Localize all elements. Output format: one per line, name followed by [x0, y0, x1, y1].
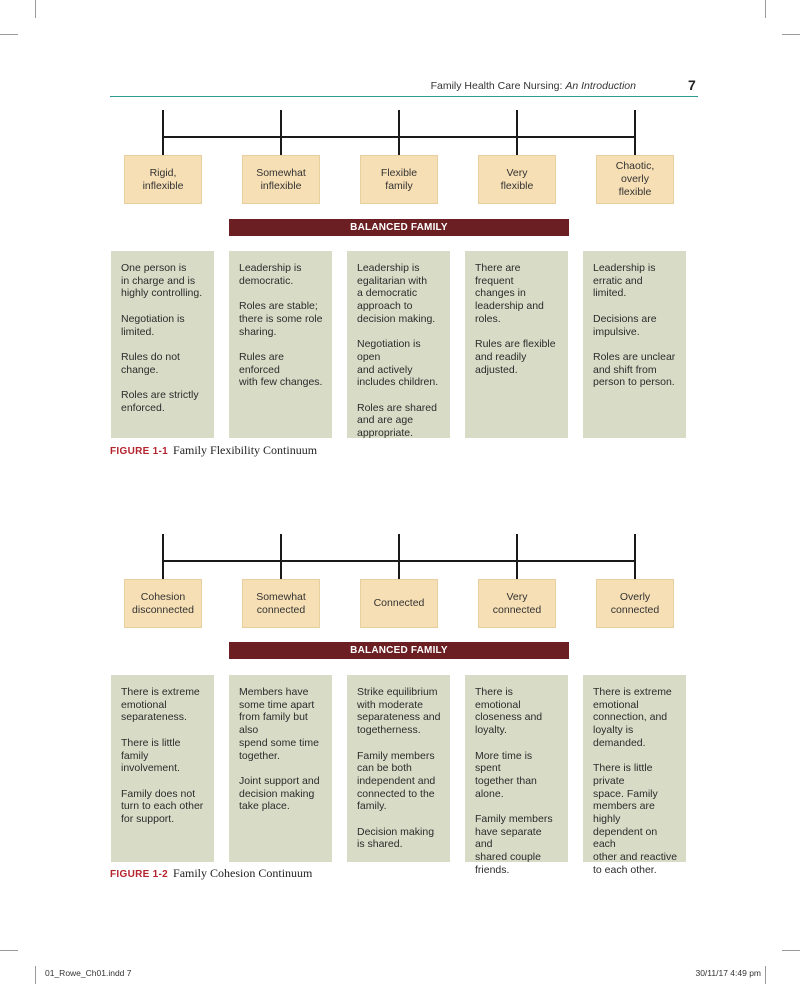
continuum-label-box: Rigid, inflexible: [124, 155, 202, 204]
description-paragraph: Leadership is erratic and limited.: [593, 262, 656, 300]
crop-mark: [765, 966, 766, 984]
continuum-label-box: Chaotic, overly flexible: [596, 155, 674, 204]
continuum-tick: [516, 534, 518, 579]
continuum-label-box: Very flexible: [478, 155, 556, 204]
continuum-description-box: [465, 675, 568, 876]
figure-caption: [110, 866, 312, 881]
continuum-tick: [634, 534, 636, 579]
footer-date: 30/11/17 4:49 pm: [695, 968, 761, 978]
description-paragraph: Rules are enforced with few changes.: [239, 350, 323, 389]
continuum-description-box: [111, 251, 214, 438]
figure-caption-label: FIGURE 1-2: [110, 869, 169, 880]
crop-mark: [0, 34, 18, 35]
description-paragraph: Roles are shared and are age appropriate.: [357, 401, 437, 440]
continuum-description-box: [347, 251, 450, 438]
figure-caption-label: FIGURE 1-1: [110, 446, 169, 457]
continuum-label-box: Flexible family: [360, 155, 438, 204]
description-paragraph: Roles are stable; there is some role sharing.: [239, 300, 323, 338]
description-paragraph: Leadership is egalitarian with a democratic approach to decision making.: [357, 262, 436, 325]
page-number: 7: [688, 77, 696, 93]
continuum-description-box: [111, 675, 214, 862]
description-paragraph: More time is spent together than alone.: [475, 749, 537, 800]
continuum-label-box: Overly connected: [596, 579, 674, 628]
description-paragraph: Rules do not change.: [121, 350, 180, 376]
crop-mark: [35, 966, 36, 984]
continuum-label-box: Somewhat connected: [242, 579, 320, 628]
continuum-label-box: Connected: [360, 579, 438, 628]
continuum-description-box: [229, 251, 332, 438]
description-paragraph: There is emotional closeness and loyalty.: [475, 686, 543, 737]
continuum-tick: [398, 534, 400, 579]
continuum-description-box: [583, 251, 686, 438]
crop-mark: [35, 0, 36, 18]
continuum-label-box: Very connected: [478, 579, 556, 628]
continuum-description-box: [583, 675, 686, 876]
crop-mark: [782, 34, 800, 35]
figure-caption: [110, 443, 317, 458]
continuum-tick: [634, 110, 636, 155]
crop-mark: [782, 950, 800, 951]
description-paragraph: Leadership is democratic.: [239, 262, 302, 287]
balanced-family-bar: BALANCED FAMILY: [229, 642, 569, 659]
description-paragraph: Joint support and decision making take place.: [239, 774, 320, 813]
description-paragraph: Rules are flexible and readily adjusted.: [475, 338, 556, 376]
figure-caption-text: Family Cohesion Continuum: [173, 866, 313, 880]
continuum-tick: [516, 110, 518, 155]
continuum-label-box: Cohesion disconnected: [124, 579, 202, 628]
description-paragraph: Negotiation is limited.: [121, 312, 185, 338]
description-paragraph: Negotiation is open and actively includes children.: [357, 338, 439, 389]
continuum-description-box: [347, 675, 450, 862]
header-rule: [110, 96, 698, 97]
description-paragraph: Roles are unclear and shift from person to person.: [593, 350, 676, 389]
running-header: [431, 80, 636, 92]
description-paragraph: Family does not turn to each other for support.: [121, 787, 204, 825]
continuum-tick: [398, 110, 400, 155]
description-paragraph: There is extreme emotional separateness.: [121, 686, 200, 724]
balanced-family-bar: BALANCED FAMILY: [229, 219, 569, 236]
description-paragraph: Decisions are impulsive.: [593, 312, 657, 338]
continuum-tick: [280, 534, 282, 579]
description-paragraph: There is little family involvement.: [121, 736, 181, 775]
description-paragraph: Family members have separate and shared couple friends.: [475, 813, 553, 876]
description-paragraph: There is little private space. Family members are highly dependent on each other and reactive to each other.: [593, 762, 678, 876]
continuum-label-box: Somewhat inflexible: [242, 155, 320, 204]
running-title: Family Health Care Nursing:: [430, 80, 566, 92]
description-paragraph: Strike equilibrium with moderate separateness and togetherness.: [357, 686, 441, 737]
description-paragraph: Family members can be both independent and connected to the family.: [357, 749, 436, 813]
continuum-description-box: [229, 675, 332, 862]
description-paragraph: Decision making is shared.: [357, 825, 435, 851]
continuum-description-box: [465, 251, 568, 438]
continuum-tick: [162, 110, 164, 155]
figure-caption-text: Family Flexibility Continuum: [173, 443, 318, 457]
footer-file: 01_Rowe_Ch01.indd 7: [45, 968, 132, 978]
running-title-italic: An Introduction: [565, 80, 636, 92]
description-paragraph: There are frequent changes in leadership and roles.: [475, 262, 544, 325]
description-paragraph: Members have some time apart from family but also spend some time together.: [239, 686, 319, 762]
description-paragraph: There is extreme emotional connection, and loyalty is demanded.: [593, 686, 672, 749]
description-paragraph: One person is in charge and is highly controlling.: [121, 262, 203, 300]
crop-mark: [0, 950, 18, 951]
continuum-tick: [162, 534, 164, 579]
description-paragraph: Roles are strictly enforced.: [121, 388, 199, 414]
continuum-tick: [280, 110, 282, 155]
crop-mark: [765, 0, 766, 18]
